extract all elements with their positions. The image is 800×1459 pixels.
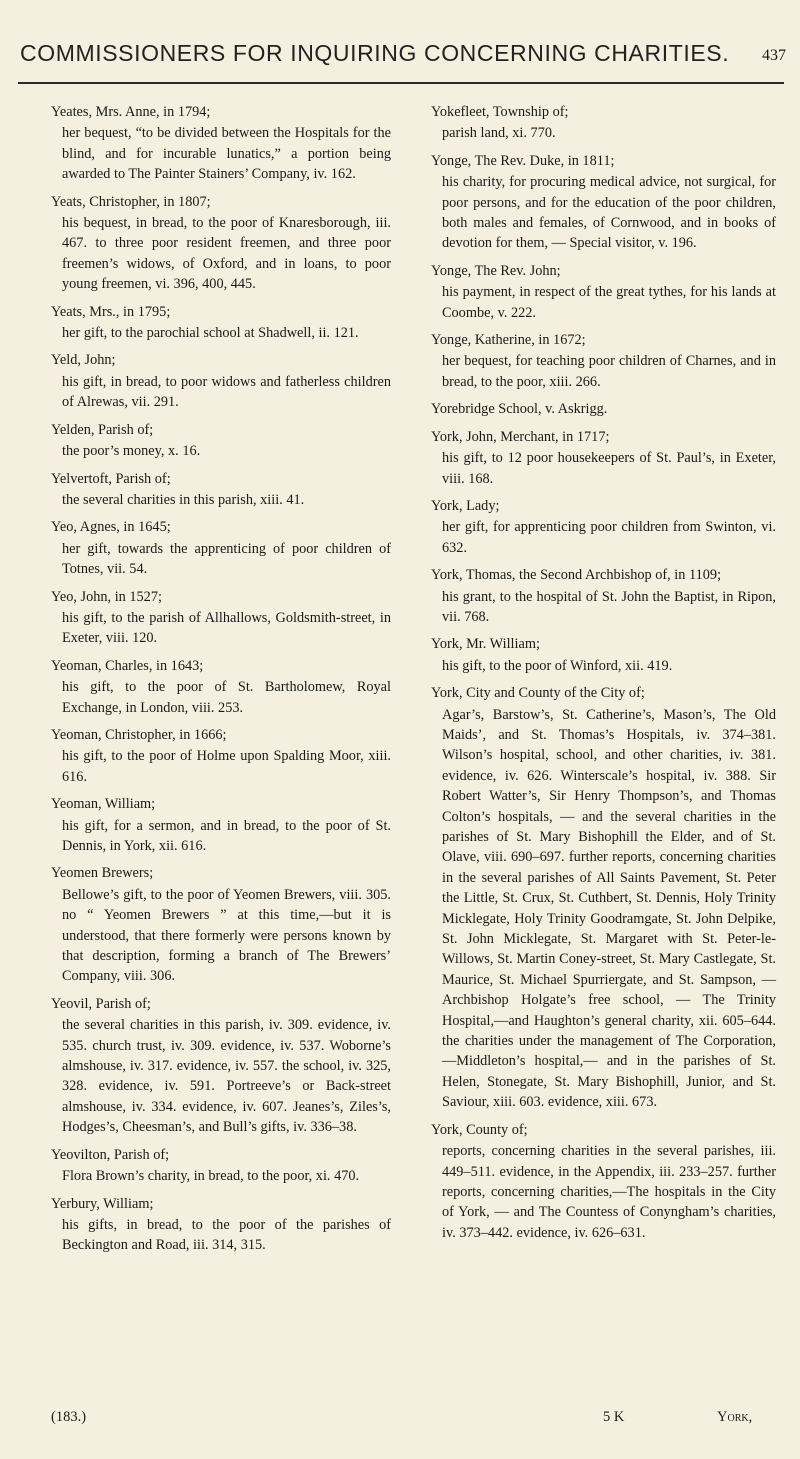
entry-heading: York, Mr. William;: [431, 636, 540, 653]
entry-heading: Yeomen Brewers;: [51, 865, 154, 882]
index-entry: [51, 302, 391, 344]
index-entry: [51, 420, 391, 462]
entry-text: his gift, in bread, to poor widows and fatherless children of Alrewas, vii. 291.: [62, 373, 391, 411]
entry-text: his charity, for procuring medical advice, not surgical, for poor persons, and for the education of the poor children, both males and females, of Cornwood, and in books of devotion for them, — Special visitor, v. 196.: [442, 174, 776, 252]
entry-heading: Yeates, Mrs. Anne, in 1794;: [51, 104, 211, 120]
index-entry: [51, 102, 391, 185]
entry-text: her gift, for apprenticing poor children from Swinton, vi. 632.: [442, 519, 776, 556]
index-entry: [431, 1120, 776, 1243]
index-entry: [51, 350, 391, 412]
index-entry: [431, 565, 776, 627]
entry-text: reports, concerning charities in the several parishes, iii. 449–511. evidence, in the Appendix, iii. 233–257. further reports, concerning charities,—The hospitals in the City of York, — and The Countess of Conyngham’s charities, iv. 373–442. evidence, iv. 626–631.: [442, 1143, 776, 1241]
entry-text: his gift, for a sermon, and in bread, to the poor of St. Dennis, in York, xii. 616.: [62, 817, 391, 854]
entry-text: his gift, to the parish of Allhallows, Goldsmith-street, in Exeter, viii. 120.: [62, 609, 391, 647]
entry-text: parish land, xi. 770.: [442, 125, 556, 142]
entry-text: his bequest, in bread, to the poor of Knaresborough, iii. 467. to three poor resident freemen, and three poor freemen’s widows, of Oxford, and in loans, to poor young freemen, vi. 396, 400, 445.: [62, 215, 391, 293]
index-entry: [51, 469, 391, 511]
index-entry: [51, 794, 391, 856]
entry-heading: York, Lady;: [431, 497, 500, 514]
running-header: [0, 40, 800, 80]
entry-text: her gift, to the parochial school at Shadwell, ii. 121.: [62, 325, 359, 342]
entry-heading: Yeats, Mrs., in 1795;: [51, 303, 171, 320]
index-entry: [431, 151, 776, 254]
entry-heading: Yonge, The Rev. Duke, in 1811;: [431, 152, 615, 169]
index-entry: [51, 863, 391, 986]
entry-text: her bequest, for teaching poor children of Charnes, and in bread, to the poor, xiii. 266.: [442, 353, 776, 390]
entry-heading: Yonge, Katherine, in 1672;: [431, 332, 586, 349]
index-entry: [51, 656, 391, 718]
entry-text: Bellowe’s gift, to the poor of Yeomen Brewers, viii. 305. no “ Yeomen Brewers ” at this time,—but it is understood, that there formerly were persons known by that description, forming a branch of The Brewers’ Company, viii. 306.: [62, 886, 391, 985]
page-title: COMMISSIONERS FOR INQUIRING CONCERNING CHARITIES.: [20, 40, 730, 66]
entry-heading: York, John, Merchant, in 1717;: [431, 428, 610, 445]
entry-heading: Yonge, The Rev. John;: [431, 262, 561, 279]
entry-heading: Yeo, Agnes, in 1645;: [51, 519, 171, 536]
header-rule: [18, 82, 784, 84]
entry-text: the several charities in this parish, xiii. 41.: [62, 491, 305, 508]
entry-heading: Yerbury, William;: [51, 1195, 154, 1212]
entry-text: her gift, towards the apprenticing of poor children of Totnes, vii. 54.: [62, 540, 391, 578]
index-entry: [51, 725, 391, 787]
entry-heading: Yorebridge School, v. Askrigg.: [431, 401, 608, 418]
entry-heading: York, County of;: [431, 1121, 528, 1138]
index-entry: [51, 587, 391, 649]
index-entry: [431, 634, 776, 676]
entry-text: his grant, to the hospital of St. John the Baptist, in Ripon, vii. 768.: [442, 588, 776, 625]
page-number: 437: [762, 47, 786, 64]
entry-text: Agar’s, Barstow’s, St. Catherine’s, Mason’s, The Old Maids’, and St. Thomas’s Hospitals, iv. 374–381. Wilson’s hospital, school, and other charities, iv. 381. evidence, iv. 626. Winterscale’s hospital, iv. 388. Sir Robert Watter’s, Sir Henry Thompson’s, and Thomas Colton’s hospitals, — and the several charities in the parishes of St. Mary Bishophill the Elder, and of St. Olave, viii. 690–697. further reports, concerning charities in the several parishes of All Saints Pavement, St. Peter the Little, St. Crux, St. Cuthbert, St. Dennis, Holy Trinity Micklegate, Holy Trinity Goodramgate, St. John Delpike, St. John Micklegate, St. Margaret with St. Peter-le-Willows, St. Martin Coney-street, St. Mary Castlegate, St. Maurice, St. Michael Spurriergate, and St. Sampson, — Archbishop Holgate’s free school, — The Trinity Hospital,—and Haughton’s general charity, xii. 605–644. the charities under the management of The Corporation,—Middleton’s hospital,— and in the parishes of St. Helen, Stonegate, St. Mary Bishophill, Junior, and St. Saviour, xiii. 603. evidence, xiii. 673.: [442, 706, 776, 1111]
entry-heading: Yeoman, Charles, in 1643;: [51, 657, 204, 674]
entry-text: the several charities in this parish, iv. 309. evidence, iv. 535. church trust, iv. 309. evidence, iv. 537. Woborne’s almshouse, iv. 317. evidence, iv. 557. the school, iv. 325, 328. evidence, iv. 591. Portreeve’s or Back-street almshouse, iv. 334. evidence, iv. 607. Jeanes’s, Ziles’s, Hodges’s, Cheesman’s, and Bull’s gifts, iv. 336–38.: [62, 1017, 391, 1136]
index-entry: [431, 427, 776, 489]
entry-text: his gift, to the poor of Winford, xii. 419.: [442, 657, 673, 674]
index-entry: [51, 517, 391, 579]
entry-heading: Yeovil, Parish of;: [51, 995, 151, 1012]
index-entry: [51, 994, 391, 1138]
entry-text: Flora Brown’s charity, in bread, to the poor, xi. 470.: [62, 1168, 360, 1185]
index-entry: [431, 399, 776, 419]
index-entry: [431, 496, 776, 558]
entry-text: her bequest, “to be divided between the Hospitals for the blind, and for incurable lunatics,” a portion being awarded to The Painter Stainers’ Company, iv. 162.: [62, 125, 391, 183]
entry-heading: Yelvertoft, Parish of;: [51, 470, 171, 487]
entry-heading: Yokefleet, Township of;: [431, 104, 569, 120]
signature-mark: (183.): [51, 1409, 87, 1425]
index-entry: [431, 330, 776, 392]
index-entry: [51, 1145, 391, 1187]
gathering-mark: 5 K: [603, 1409, 625, 1425]
entry-text: his gifts, in bread, to the poor of the parishes of Beckington and Road, iii. 314, 315.: [62, 1216, 391, 1254]
index-entry: [431, 102, 776, 144]
entry-heading: Yeoman, William;: [51, 796, 156, 813]
entry-heading: Yeats, Christopher, in 1807;: [51, 193, 211, 210]
index-entry: [431, 683, 776, 1113]
index-entry: [51, 192, 391, 295]
entry-text: his gift, to the poor of St. Bartholomew, Royal Exchange, in London, viii. 253.: [62, 679, 391, 716]
index-entry: [431, 261, 776, 323]
entry-text: his gift, to the poor of Holme upon Spalding Moor, xiii. 616.: [62, 748, 391, 785]
entry-heading: Yelden, Parish of;: [51, 421, 154, 438]
entry-text: his gift, to 12 poor housekeepers of St. Paul’s, in Exeter, viii. 168.: [442, 450, 776, 487]
entry-text: his payment, in respect of the great tythes, for his lands at Coombe, v. 222.: [442, 284, 776, 321]
entry-text: the poor’s money, x. 16.: [62, 443, 201, 460]
entry-heading: Yeovilton, Parish of;: [51, 1146, 170, 1163]
index-entry: [51, 1194, 391, 1256]
right-column: [431, 102, 776, 1250]
left-column: [51, 102, 391, 1263]
entry-heading: Yeo, John, in 1527;: [51, 588, 162, 605]
entry-heading: York, Thomas, the Second Archbishop of, in 1109;: [431, 567, 722, 584]
catchword: York,: [717, 1409, 753, 1425]
entry-heading: Yeoman, Christopher, in 1666;: [51, 726, 227, 743]
entry-heading: York, City and County of the City of;: [431, 685, 645, 702]
entry-heading: Yeld, John;: [51, 352, 116, 369]
